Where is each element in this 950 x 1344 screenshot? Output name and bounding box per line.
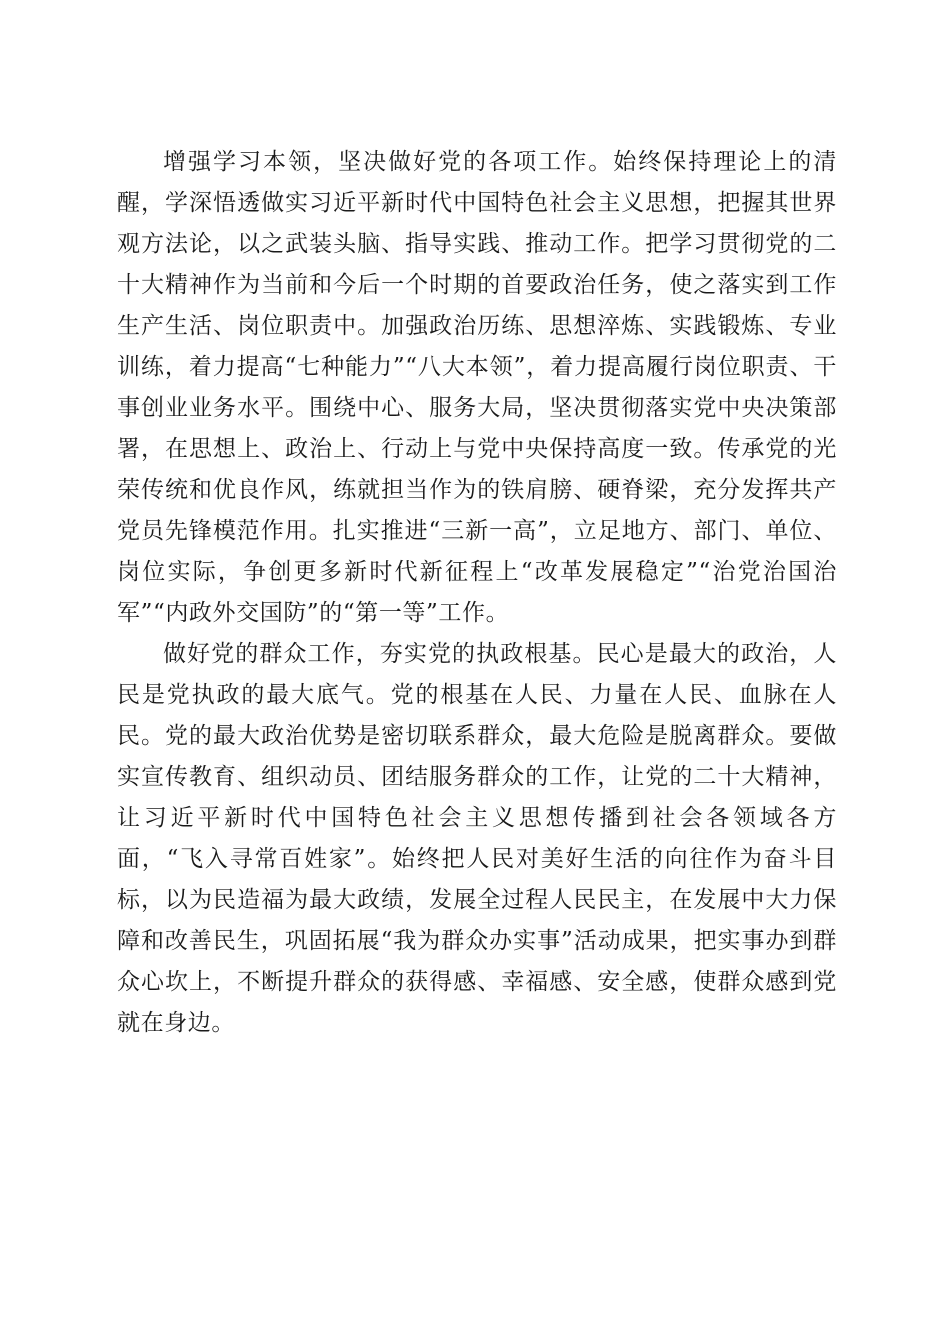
paragraph-study-skills: 增强学习本领，坚决做好党的各项工作。始终保持理论上的清醒，学深悟透做实习近平新时代中国特色社会主义思想，把握其世界观方法论，以之武装头脑、指导实践、推动工作。把学习贯彻党的二十大精神作为当前和今后一个时期的首要政治任务，使之落实到工作生产生活、岗位职责中。加强政治历练、思想淬炼、实践锻炼、专业训练，着力提高“七种能力”“八大本领”，着力提高履行岗位职责、干事创业业务水平。围绕中心、服务大局，坚决贯彻落实党中央决策部署，在思想上、政治上、行动上与党中央保持高度一致。传承党的光荣传统和优良作风，练就担当作为的铁肩膀、硬脊梁，充分发挥共产党员先锋模范作用。扎实推进“三新一高”，立足地方、部门、单位、岗位实际，争创更多新时代新征程上“改革发展稳定”“治党治国治军”“内政外交国防”的“第一等”工作。 — [117, 149, 837, 626]
document-body — [117, 142, 837, 1044]
paragraph-mass-work: 做好党的群众工作，夯实党的执政根基。民心是最大的政治，人民是党执政的最大底气。党的根基在人民、力量在人民、血脉在人民。党的最大政治优势是密切联系群众，最大危险是脱离群众。要做实宣传教育、组织动员、团结服务群众的工作，让党的二十大精神，让习近平新时代中国特色社会主义思想传播到社会各领域各方面，“飞入寻常百姓家”。始终把人民对美好生活的向往作为奋斗目标，以为民造福为最大政绩，发展全过程人民民主，在发展中大力保障和改善民生，巩固拓展“我为群众办实事”活动成果，把实事办到群众心坎上，不断提升群众的获得感、幸福感、安全感，使群众感到党就在身边。 — [117, 641, 837, 1036]
